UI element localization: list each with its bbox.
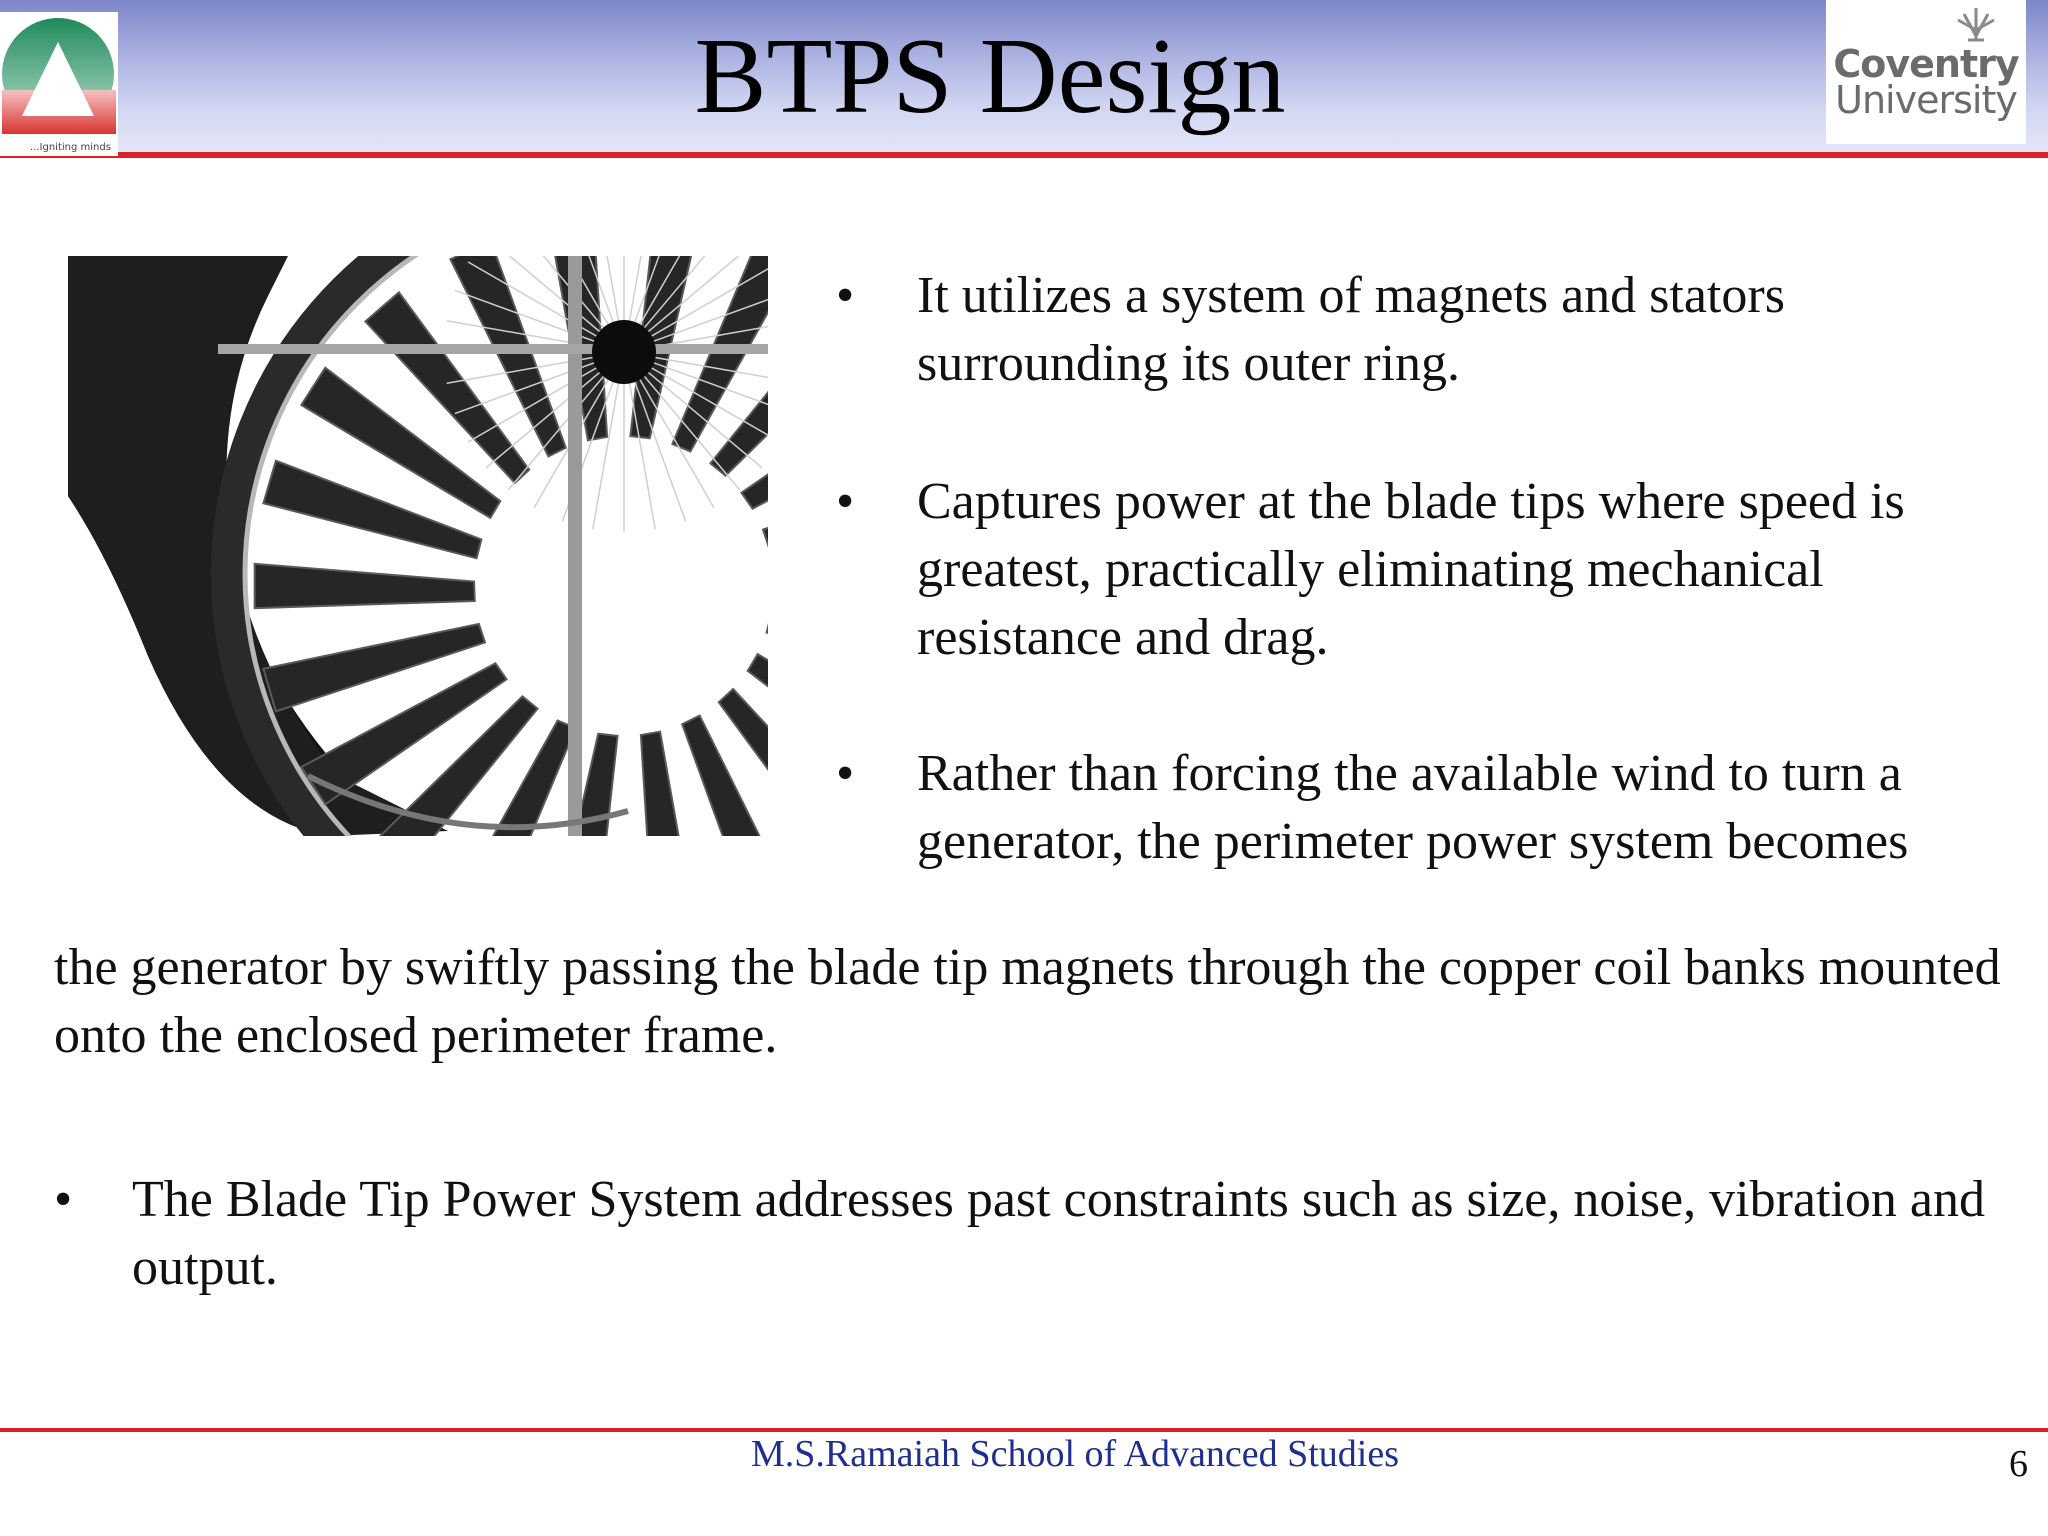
bullet-perimeter-generator: Rather than forcing the available wind to turn a generator, the perimeter power system becomes [917,745,1909,870]
logo-text-university: University [1835,78,2017,122]
igniting-minds-logo [0,12,118,156]
turbine-blade [255,564,475,608]
bullet-past-constraints: The Blade Tip Power System addresses past constraints such as size, noise, vibration and output. [132,1171,1985,1296]
bullet-marker: • [836,473,855,530]
logo-text-coventry: Coventry [1833,42,2019,86]
slide-title: BTPS Design [694,17,1286,136]
bullet-perimeter-generator-continued: the generator by swiftly passing the blade tip magnets through the copper coil banks mounted onto the enclosed perimeter frame. [54,939,2001,1064]
logo-tagline: ...Igniting minds [30,142,111,153]
blade-tip-turbine-photo [68,256,768,836]
page-number: 6 [2009,1443,2028,1485]
bullet-marker: • [54,1171,73,1228]
coventry-university-logo [1826,0,2026,144]
bullet-marker: • [836,267,855,324]
bullet-magnets-stators: It utilizes a system of magnets and stators surrounding its outer ring. [917,267,1785,392]
footer-institution: M.S.Ramaiah School of Advanced Studies [750,1433,1400,1475]
header-divider [0,152,2048,158]
bullet-blade-tip-power: Captures power at the blade tips where speed is greatest, practically eliminating mechanical resistance and drag. [917,473,1905,666]
bullet-marker: • [836,745,855,802]
